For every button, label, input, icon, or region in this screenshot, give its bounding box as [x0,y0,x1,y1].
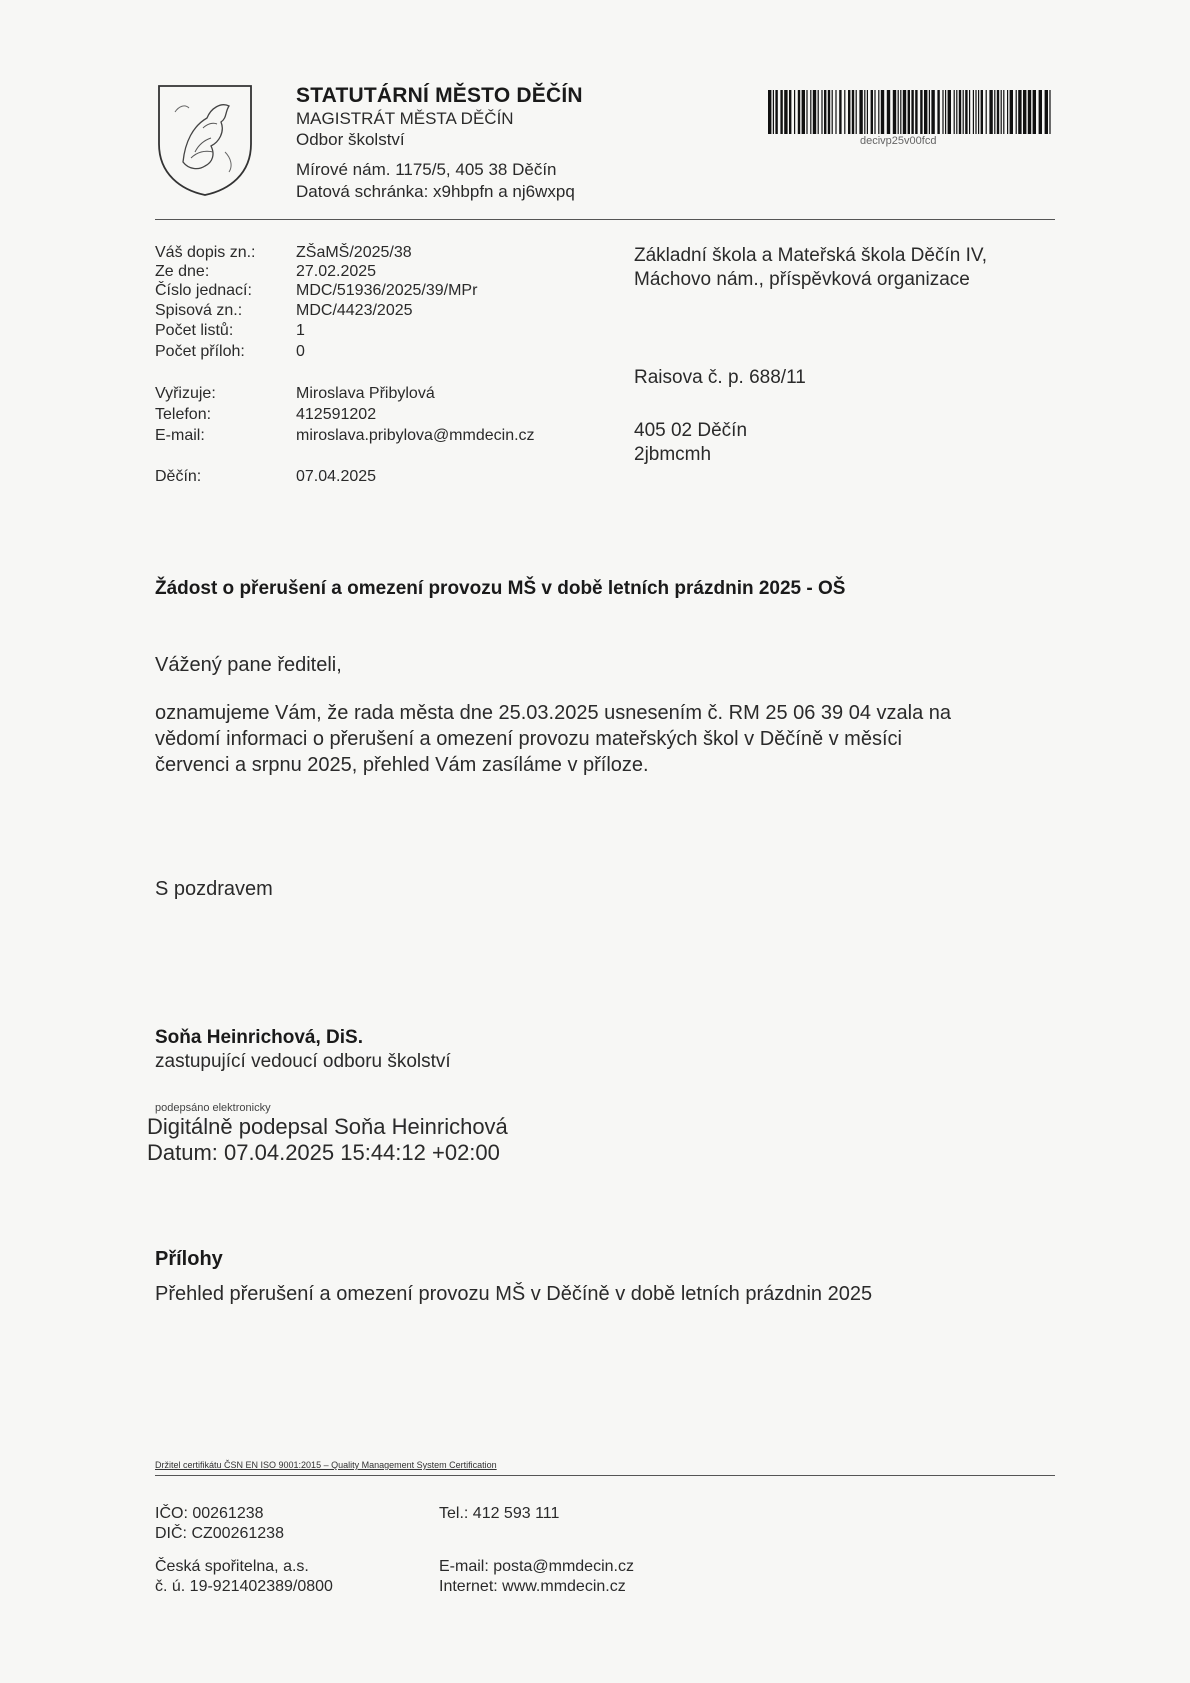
barcode-bar [824,90,826,134]
barcode-bar [959,90,961,134]
barcode-bar [867,90,868,134]
attachments-heading: Přílohy [155,1248,223,1270]
footer-phone: Tel.: 412 593 111 [439,1505,560,1522]
recipient-city: 405 02 Děčín [634,420,748,441]
barcode-bar [856,90,857,134]
barcode-bar [945,90,946,134]
barcode-bar [908,90,910,134]
barcode-bar [931,90,934,134]
barcode-bar [835,90,836,134]
barcode-bar [994,90,995,134]
barcode-bar [839,90,841,134]
meta-label: Spisová zn.: [155,302,243,319]
barcode-bar [898,90,899,134]
meta-label: Ze dne: [155,263,210,280]
barcode-bar [874,90,875,134]
barcode-bar [832,90,833,134]
barcode-bar [852,90,854,134]
barcode-bar [981,90,983,134]
barcode-bar [929,90,930,134]
department-name: Odbor školství [296,130,405,149]
barcode-bar [1023,90,1026,134]
barcode-bar [948,90,951,134]
document-barcode [768,90,1054,134]
barcode-bar [1018,90,1021,134]
barcode-bar [963,90,964,134]
barcode-bar [969,90,970,134]
meta-label: E-mail: [155,427,205,444]
barcode-bar [942,90,943,134]
signer-name: Soňa Heinrichová, DiS. [155,1027,363,1048]
barcode-code: decivp25v00fcd [860,135,937,147]
databox-id: Datová schránka: x9hbpfn a nj6wxpq [296,182,575,201]
barcode-bar [1007,90,1008,134]
recipient-name-line2: Máchovo nám., příspěvková organizace [634,269,970,290]
body-line: červenci a srpnu 2025, přehled Vám zasíláme v příloze. [155,754,649,776]
barcode-bar [878,90,879,134]
recipient-name-line1: Základní škola a Mateřská škola Děčín IV, [634,245,988,266]
barcode-bar [920,90,922,134]
certification-note: Držitel certifikátu ČSN EN ISO 9001:2015 – Quality Management System Certification [155,1460,497,1470]
city-coat-of-arms [155,82,255,198]
meta-value: MDC/4423/2025 [296,302,413,319]
barcode-bar [818,90,819,134]
barcode-bar [975,90,976,134]
barcode-bar [828,90,830,134]
barcode-bar [903,90,906,134]
digital-signature-date: Datum: 07.04.2025 15:44:12 +02:00 [147,1140,500,1165]
meta-value: 27.02.2025 [296,263,377,280]
meta-value: 07.04.2025 [296,468,377,485]
barcode-bar [1010,90,1013,134]
barcode-bar [956,90,957,134]
barcode-bar [859,90,862,134]
barcode-bar [893,90,896,134]
barcode-bar [989,90,992,134]
barcode-bar [1045,90,1048,134]
meta-label: Počet listů: [155,322,234,339]
barcode-bar [768,90,771,134]
meta-value: 0 [296,343,305,360]
meta-value: 412591202 [296,406,377,423]
barcode-bar [794,90,795,134]
barcode-bar [806,90,807,134]
barcode-bar [937,90,939,134]
meta-label: Vyřizuje: [155,385,216,402]
barcode-bar [887,90,890,134]
barcode-bar [973,90,974,134]
barcode-bar [798,90,800,134]
meta-label: Počet příloh: [155,343,245,360]
body-line: vědomí informaci o přerušení a omezení provozu mateřských škol v Děčíně v měsíci [155,728,902,750]
barcode-bar [1001,90,1002,134]
footer-dic: DIČ: CZ00261238 [155,1525,284,1542]
footer-ico: IČO: 00261238 [155,1505,264,1522]
meta-label: Váš dopis zn.: [155,244,256,261]
barcode-bar [871,90,873,134]
attachment-item: Přehled přerušení a omezení provozu MŠ v Děčíně v době letních prázdnin 2025 [155,1283,873,1305]
barcode-bar [986,90,987,134]
barcode-bar [810,90,811,134]
barcode-bar [978,90,979,134]
body-line: oznamujeme Vám, že rada města dne 25.03.2025 usnesením č. RM 25 06 39 04 vzala na [155,702,952,724]
barcode-bar [900,90,901,134]
closing-greeting: S pozdravem [155,878,273,900]
barcode-bar [1049,90,1050,134]
footer-email: E-mail: posta@mmdecin.cz [439,1558,634,1575]
barcode-bar [1016,90,1017,134]
meta-value: Miroslava Přibylová [296,385,435,402]
barcode-bar [813,90,816,134]
meta-value: miroslava.pribylova@mmdecin.cz [296,427,535,444]
footer-bank: Česká spořitelna, a.s. [155,1558,309,1575]
barcode-bar [780,90,782,134]
letter-subject: Žádost o přerušení a omezení provozu MŠ v době letních prázdnin 2025 - OŠ [155,578,846,599]
digital-signature-name: Digitálně podepsal Soňa Heinrichová [147,1114,508,1139]
recipient-street: Raisova č. p. 688/11 [634,367,806,388]
barcode-bar [881,90,884,134]
barcode-bar [775,90,777,134]
footer-account: č. ú. 19-921402389/0800 [155,1578,333,1595]
barcode-bar [997,90,999,134]
barcode-bar [924,90,927,134]
meta-value: MDC/51936/2025/39/MPr [296,282,478,299]
meta-label: Děčín: [155,468,202,485]
meta-value: ZŠaMŠ/2025/38 [296,244,412,261]
recipient-databox: 2jbmcmh [634,444,712,465]
meta-label: Číslo jednací: [155,282,252,299]
meta-value: 1 [296,322,305,339]
letter-body [155,700,1055,778]
barcode-bar [911,90,913,134]
barcode-bar [1003,90,1004,134]
esignature-note: podepsáno elektronicky [155,1102,271,1114]
salutation: Vážený pane řediteli, [155,654,342,676]
barcode-bar [1039,90,1042,134]
footer-web: Internet: www.mmdecin.cz [439,1578,626,1595]
magistrate-name: MAGISTRÁT MĚSTA DĚČÍN [296,109,514,128]
barcode-bar [915,90,917,134]
barcode-bar [773,90,774,134]
barcode-bar [784,90,787,134]
signer-role: zastupující vedoucí odboru školství [155,1051,451,1072]
barcode-bar [802,90,805,134]
header-divider [155,219,1055,220]
office-address: Mírové nám. 1175/5, 405 38 Děčín [296,160,557,179]
barcode-bar [965,90,967,134]
city-name: STATUTÁRNÍ MĚSTO DĚČÍN [296,84,583,107]
barcode-bar [954,90,955,134]
barcode-bar [864,90,865,134]
barcode-bar [1028,90,1031,134]
barcode-bar [789,90,791,134]
footer-divider [155,1475,1055,1476]
barcode-bar [821,90,822,134]
barcode-bar [1033,90,1036,134]
barcode-bar [848,90,850,134]
barcode-bar [844,90,845,134]
meta-label: Telefon: [155,406,212,423]
